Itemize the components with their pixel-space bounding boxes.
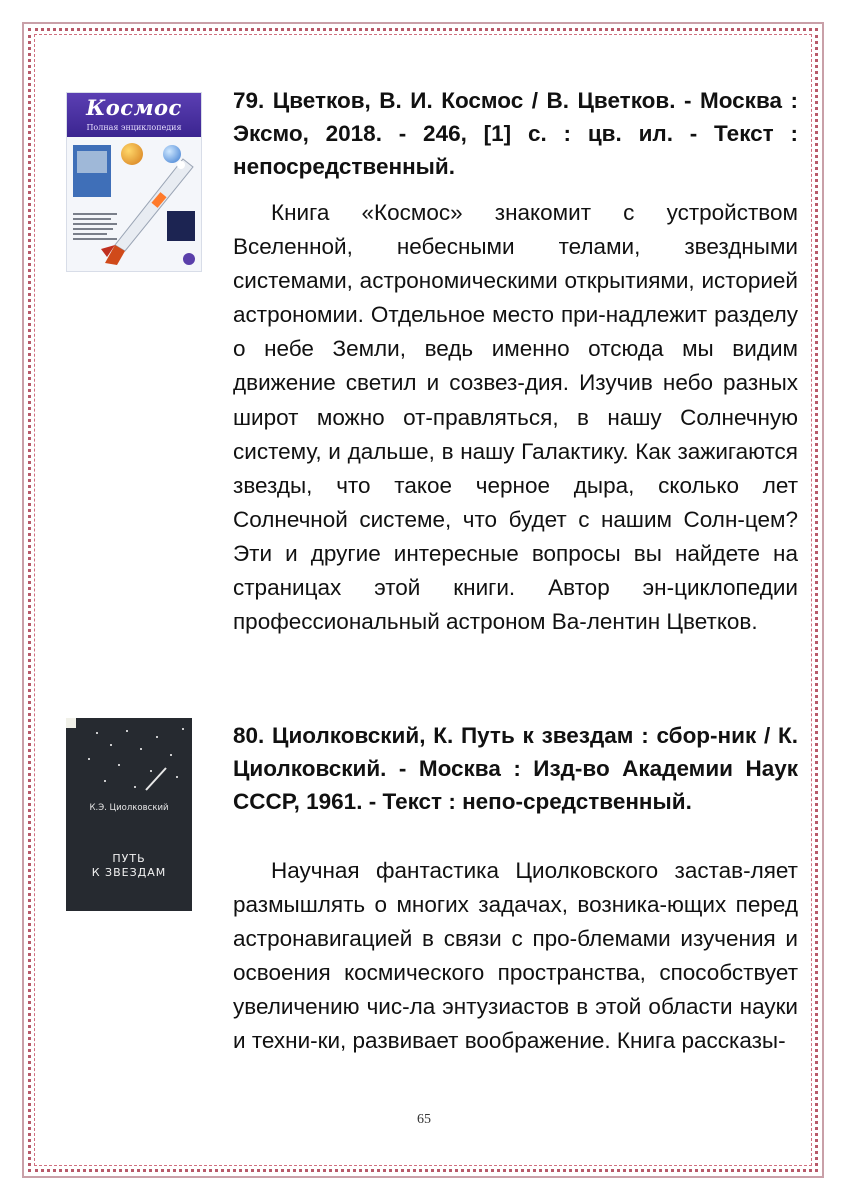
cover-moon — [66, 718, 76, 728]
cover-title-line2: К ЗВЕЗДАМ — [91, 866, 167, 879]
entry-80-paragraph: Научная фантастика Циолковского застав-ляет размышлять о многих задачах, возника-ющих перед астронавигацией в связи с про-блемами изучения и освоения космического пространства, способствует увеличению чис-ла энтузиастов в этой области науки и техни-ки, развивает воображение. Книга рассказы- — [233, 858, 798, 1054]
cover-title-line1: ПУТЬ — [112, 852, 146, 865]
book-cover-kosmos — [66, 92, 202, 272]
page-number: 65 — [417, 1112, 431, 1127]
cover-rocket-icon — [142, 764, 172, 794]
entry-80-heading: 80. Циолковский, К. Путь к звездам : сбор-ник / К. Циолковский. - Москва : Изд-во Академии Наук СССР, 1961. - Текст : непо-средственный. — [233, 723, 798, 814]
cover-title: Космос — [86, 95, 182, 120]
entry-79-paragraph: Книга «Космос» знакомит с устройством Вселенной, небесными телами, звездными системами, астрономическими открытиями, историей астрономии. Отдельное место при-надлежит разделу о небе Земли, ведь именно отсюда мы видим движение светил и созвез-дия. Изучив небо разных широт можно от-правляться, в нашу Солнечную систему, и дальше, в нашу Галактику. Как зажигаются звезды, что такое черное дыра, сколько лет Солнечной системе, что будет с нашим Солн-цем? Эти и другие интересные вопросы вы найдете на страницах этой книги. Автор эн-циклопедии профессиональный астроном Ва-лентин Цветков. — [233, 200, 798, 635]
cover-photo-3 — [167, 211, 195, 241]
cover-text-lines — [73, 213, 117, 243]
cover-subtitle: Полная энциклопедия — [86, 123, 182, 132]
cover-author: К.Э. Циолковский — [89, 803, 169, 813]
entry-80-description — [233, 854, 798, 1059]
entry-79-heading: 79. Цветков, В. И. Космос / В. Цветков. - Москва : Эксмо, 2018. - 246, [1] с. : цв. ил. - Текст : непосредственный. — [233, 88, 798, 179]
entry-79-description — [233, 196, 798, 639]
cover-publisher-logo — [183, 253, 195, 265]
book-cover-put-k-zvezdam — [66, 718, 192, 911]
